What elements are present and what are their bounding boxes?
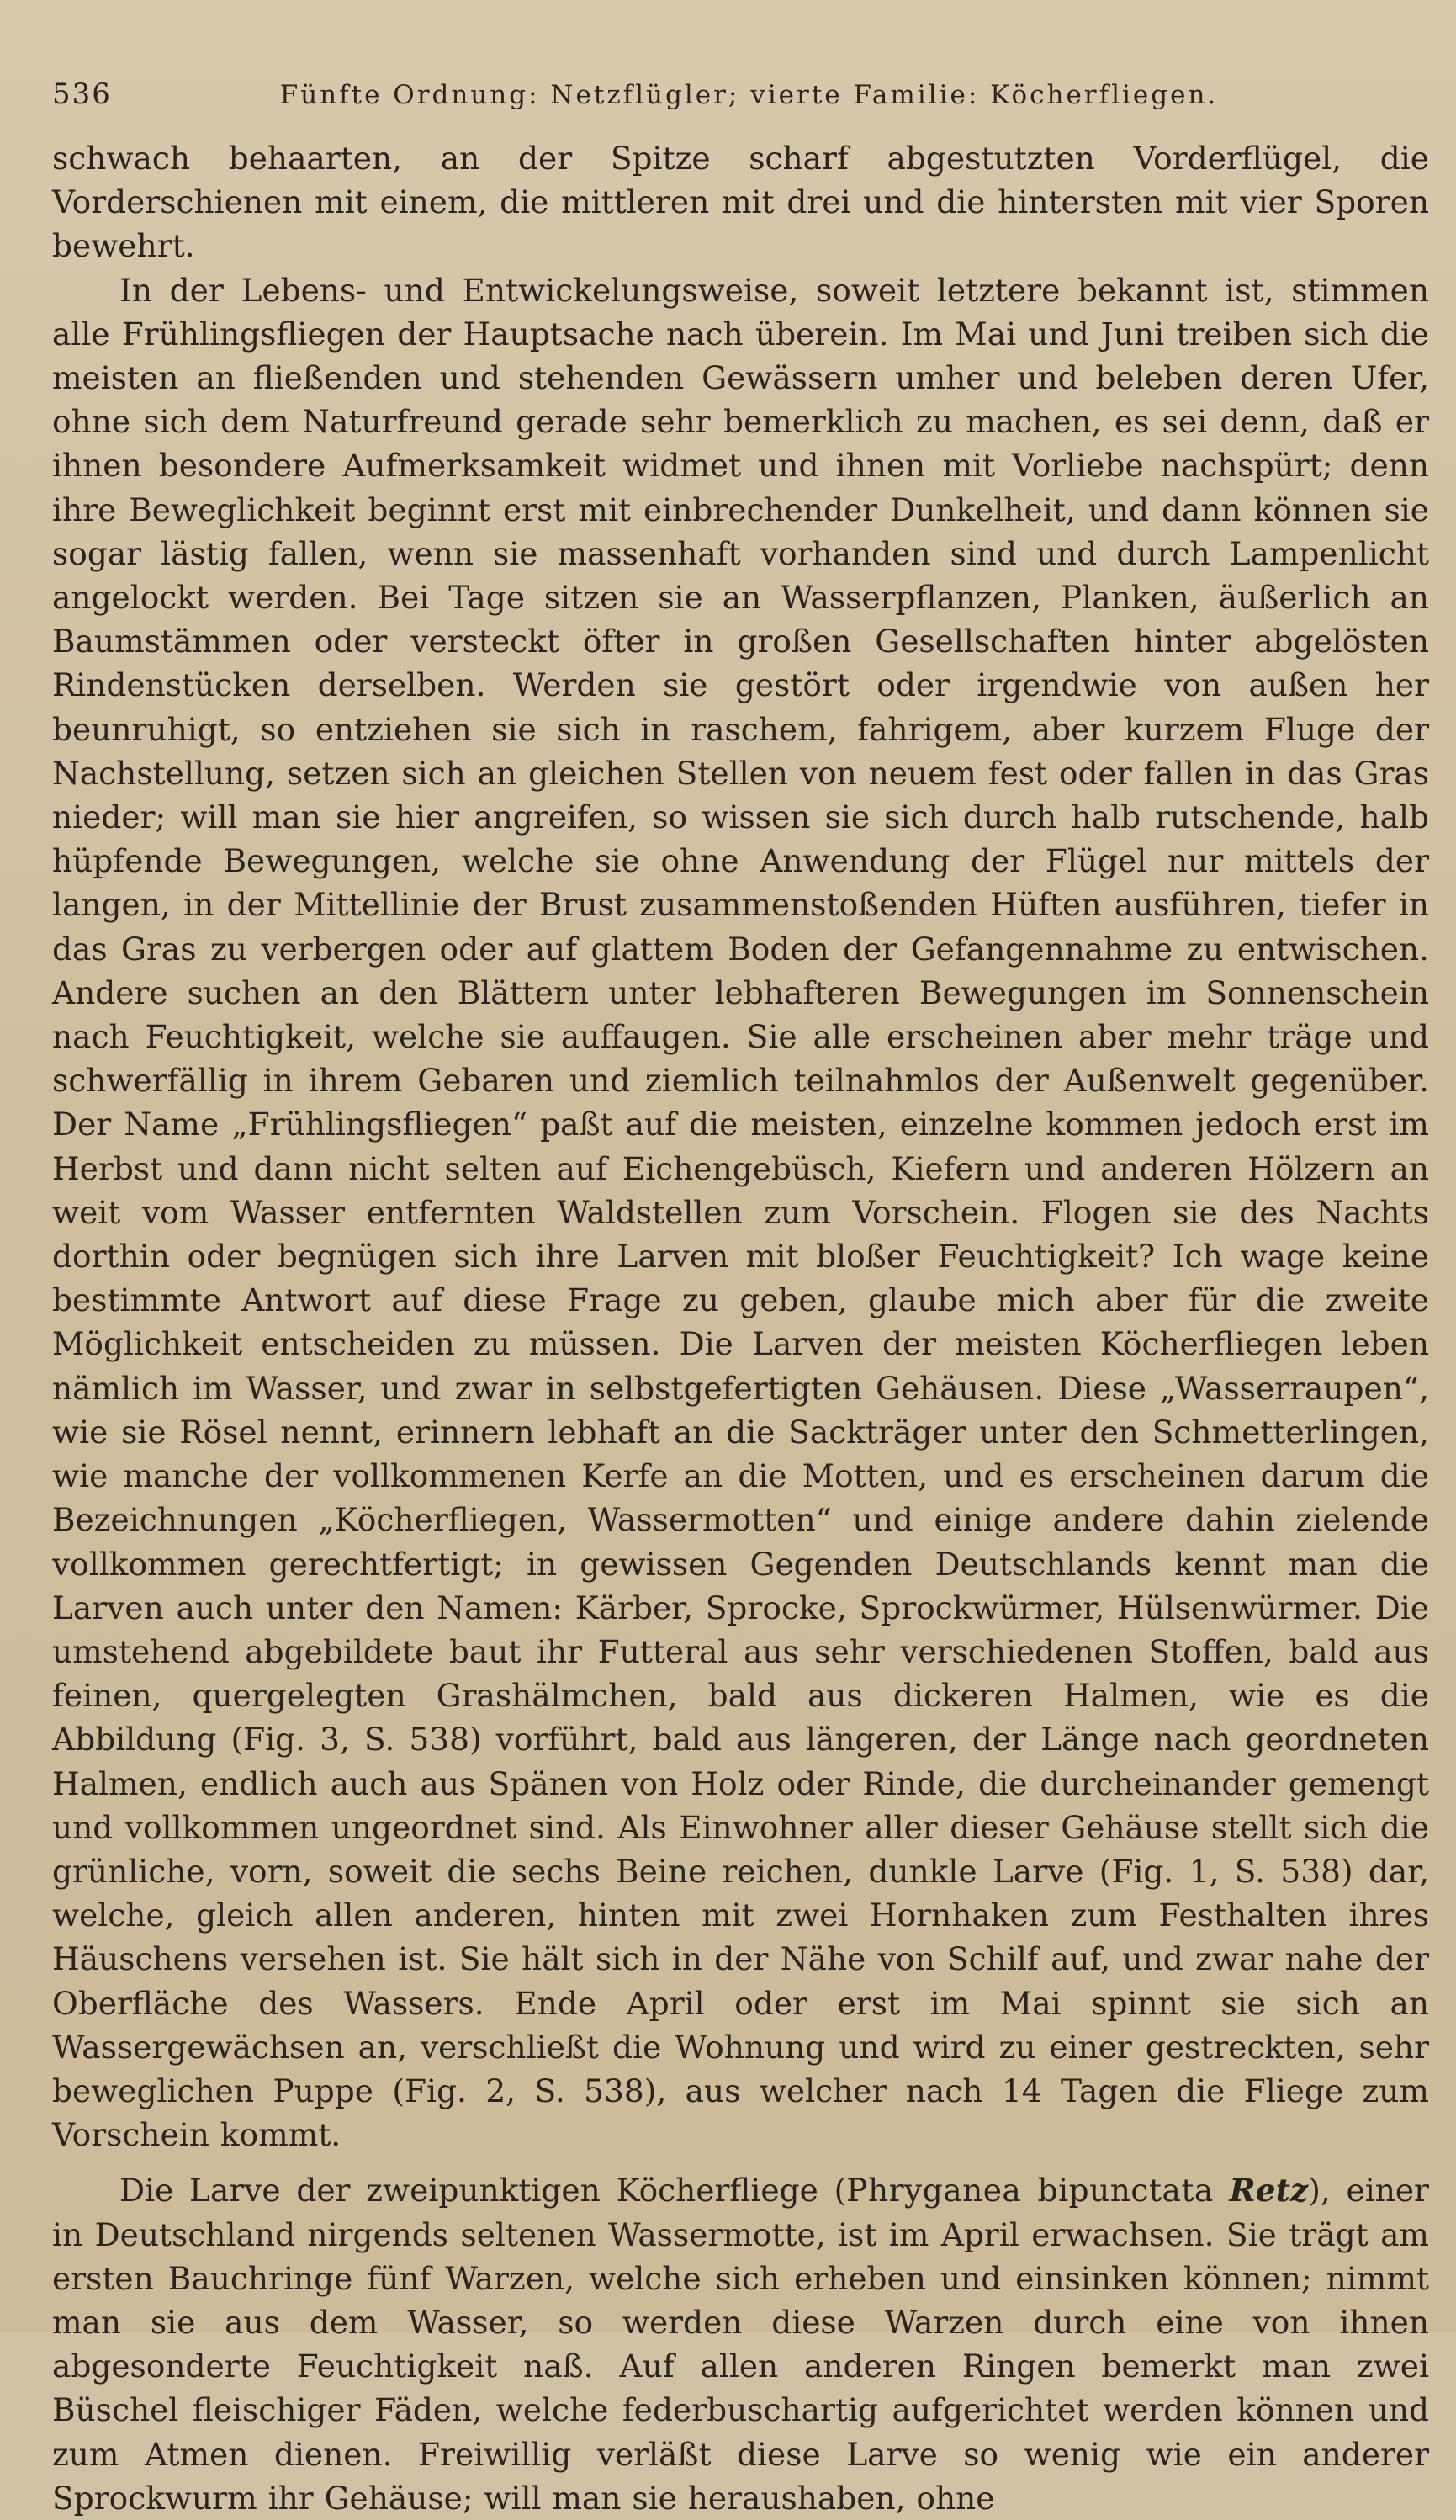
species-name: Phryganea bipunctata xyxy=(846,2172,1214,2210)
species-author: Retz xyxy=(1229,2172,1309,2210)
page-number: 536 xyxy=(52,77,112,111)
running-head: Fünfte Ordnung: Netzflügler; vierte Familie: Köcherfliegen. xyxy=(279,80,1219,110)
paragraph-1: schwach behaarten, an der Spitze scharf abgestutzten Vorderflügel, die Vorderschienen mit einem, die mittleren mit drei und die hintersten mit vier Sporen bewehrt. xyxy=(52,140,1429,265)
paragraph-3 xyxy=(52,2168,1429,2520)
page-header xyxy=(52,77,1429,128)
paragraph-3-text-before: Die Larve der zweipunktigen Köcherfliege ( xyxy=(119,2172,847,2210)
body-text xyxy=(52,136,1429,2520)
paragraph-3-text-after: ), einer in Deutschland nirgends seltenen Wassermotte, ist im April erwachsen. Sie trägt am ersten Bauchringe fünf Warzen, welche sich erheben und einsinken können; nimmt man sie aus dem Wasser, so werden diese Warzen durch eine von ihnen abgesonderte Feuchtigkeit naß. Auf allen anderen Ringen bemerkt man zwei Büschel fleischiger Fäden, welche federbuschartig aufgerichtet werden können und zum Atmen dienen. Freiwillig verläßt diese Larve so wenig wie ein anderer Sprockwurm ihr Gehäuse; will man sie heraushaben, ohne xyxy=(52,2172,1429,2517)
paragraph-2: In der Lebens- und Entwickelungsweise, soweit letztere bekannt ist, stimmen alle Frühlingsfliegen der Hauptsache nach überein. Im Mai und Juni treiben sich die meisten an fließenden und stehenden Gewässern umher und beleben deren Ufer, ohne sich dem Naturfreund gerade sehr bemerklich zu machen, es sei denn, daß er ihnen besondere Aufmerksamkeit widmet und ihnen mit Vorliebe nachspürt; denn ihre Beweglichkeit beginnt erst mit einbrechender Dunkelheit, und dann können sie sogar lästig fallen, wenn sie massenhaft vorhanden sind und durch Lampenlicht angelockt werden. Bei Tage sitzen sie an Wasserpflanzen, Planken, äußerlich an Baumstämmen oder versteckt öfter in großen Gesellschaften hinter abgelösten Rindenstücken derselben. Werden sie gestört oder irgendwie von außen her beunruhigt, so entziehen sie sich in raschem, fahrigem, aber kurzem Fluge der Nachstellung, setzen sich an gleichen Stellen von neuem fest oder fallen in das Gras nieder; will man sie hier angreifen, so wissen sie sich durch halb rutschende, halb hüpfende Bewegungen, welche sie ohne Anwendung der Flügel nur mittels der langen, in der Mittellinie der Brust zusammenstoßenden Hüften ausführen, tiefer in das Gras zu verbergen oder auf glattem Boden der Gefangennahme zu entwischen. Andere suchen an den Blättern unter lebhafteren Bewegungen im Sonnenschein nach Feuchtigkeit, welche sie auffaugen. Sie alle erscheinen aber mehr träge und schwerfällig in ihrem Gebaren und ziemlich teilnahmlos der Außenwelt gegenüber. Der Name „Frühlingsfliegen“ paßt auf die meisten, einzelne kommen jedoch erst im Herbst und dann nicht selten auf Eichengebüsch, Kiefern und anderen Hölzern an weit vom Wasser entfernten Waldstellen zum Vorschein. Flogen sie des Nachts dorthin oder begnügen sich ihre Larven mit bloßer Feuchtigkeit? Ich wage keine bestimmte Antwort auf diese Frage zu geben, glaube mich aber für die zweite Möglichkeit entscheiden zu müssen. Die Larven der meisten Köcherfliegen leben nämlich im Wasser, und zwar in selbstgefertigten Gehäusen. Diese „Wasserraupen“, wie sie Rösel nennt, erinnern lebhaft an die Sackträger unter den Schmetterlingen, wie manche der vollkommenen Kerfe an die Motten, und es erscheinen darum die Bezeichnungen „Köcherfliegen, Wassermotten“ und einige andere dahin zielende vollkommen gerechtfertigt; in gewissen Gegenden Deutschlands kennt man die Larven auch unter den Namen: Kärber, Sprocke, Sprockwürmer, Hülsenwürmer. Die umstehend abgebildete baut ihr Futteral aus sehr verschiedenen Stoffen, bald aus feinen, quergelegten Grashälmchen, bald aus dickeren Halmen, wie es die Abbildung (Fig. 3, S. 538) vorführt, bald aus längeren, der Länge nach geordneten Halmen, endlich auch aus Spänen von Holz oder Rinde, die durcheinander gemengt und vollkommen ungeordnet sind. Als Einwohner aller dieser Gehäuse stellt sich die grünliche, vorn, soweit die sechs Beine reichen, dunkle Larve (Fig. 1, S. 538) dar, welche, gleich allen anderen, hinten mit zwei Hornhaken zum Festhalten ihres Häuschens versehen ist. Sie hält sich in der Nähe von Schilf auf, und zwar nahe der Oberfläche des Wassers. Ende April oder erst im Mai spinnt sie sich an Wassergewächsen an, verschließt die Wohnung und wird zu einer gestreckten, sehr beweglichen Puppe (Fig. 2, S. 538), aus welcher nach 14 Tagen die Fliege zum Vorschein kommt. xyxy=(52,271,1429,2154)
